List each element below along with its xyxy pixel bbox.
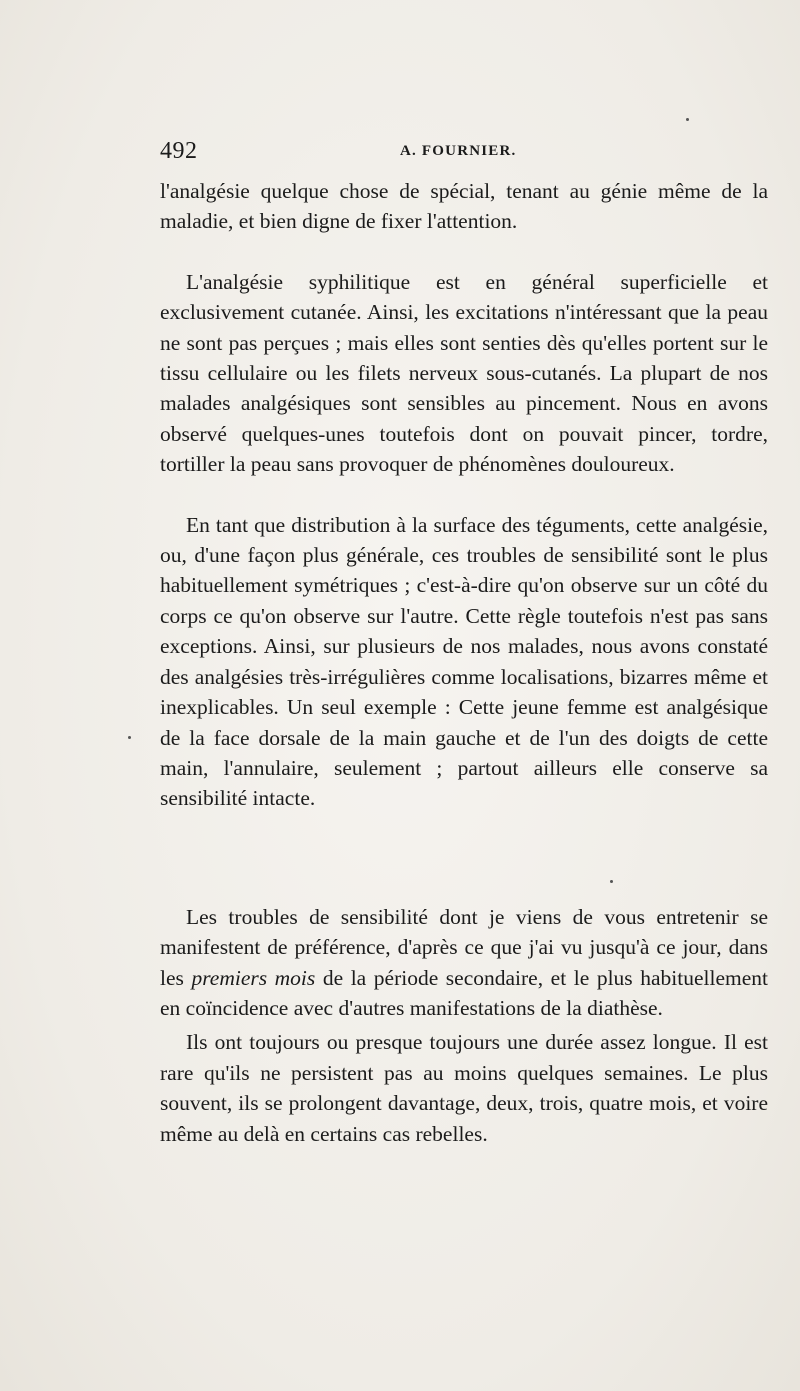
paper-speck [686,118,689,121]
paper-speck [128,736,131,739]
paragraph-3: En tant que distribution à la surface des téguments, cette analgésie, ou, d'une façon plus générale, ces troubles de sensibilité sont le plus habituellement symétriques ; c'est-à-dire qu'on observe sur un côté du corps ce qu'on observe sur l'autre. Cette règle toutefois n'est pas sans exceptions. Ainsi, sur plusieurs de nos malades, nous avons constaté des analgésies très-irrégulières comme localisations, bizarres même et inexplicables. Un seul exemple : Cette jeune femme est analgésique de la face dorsale de la main gauche et de l'un des doigts de cette main, l'annulaire, seulement ; partout ailleurs elle conserve sa sensibilité intacte. [160,512,768,811]
page-header [160,138,760,168]
running-head: A. FOURNIER. [400,143,517,159]
paragraph-2: L'analgésie syphilitique est en général superficielle et exclusivement cutanée. Ainsi, les excitations n'intéressant que la peau ne sont pas perçues ; mais elles sont senties dès qu'elles portent sur le tissu cellulaire ou les filets nerveux sous-cutanés. La plupart de nos malades analgésiques sont sensibles au pincement. Nous en avons observé quelques-unes toutefois dont on pouvait pincer, tordre, tortiller la peau sans provoquer de phénomènes douloureux. [160,269,768,477]
paragraph-4-italic: premiers mois [191,965,316,990]
body-text [160,176,768,1149]
paragraph-4-text-before: Les troubles de sensibilité dont je viens de vous entretenir se manifestent de préférence, d'après ce que j'ai vu jusqu'à ce jour, dans les [160,904,768,990]
paragraph-5: Ils ont toujours ou presque toujours une durée assez longue. Il est rare qu'ils ne persistent pas au moins quelques semaines. Le plus souvent, ils se prolongent davantage, deux, trois, quatre mois, et voire même au delà en certains cas rebelles. [160,1030,768,1146]
paragraph-4-text-after: de la période secondaire, et le plus habituellement en coïncidence avec d'autres manifestations de la diathèse. [160,965,768,1020]
page-number: 492 [160,138,198,164]
paragraph-1: l'analgésie quelque chose de spécial, tenant au génie même de la maladie, et bien digne de fixer l'attention. [160,179,768,234]
paper-speck [610,880,613,883]
paragraph-4 [160,902,768,1024]
